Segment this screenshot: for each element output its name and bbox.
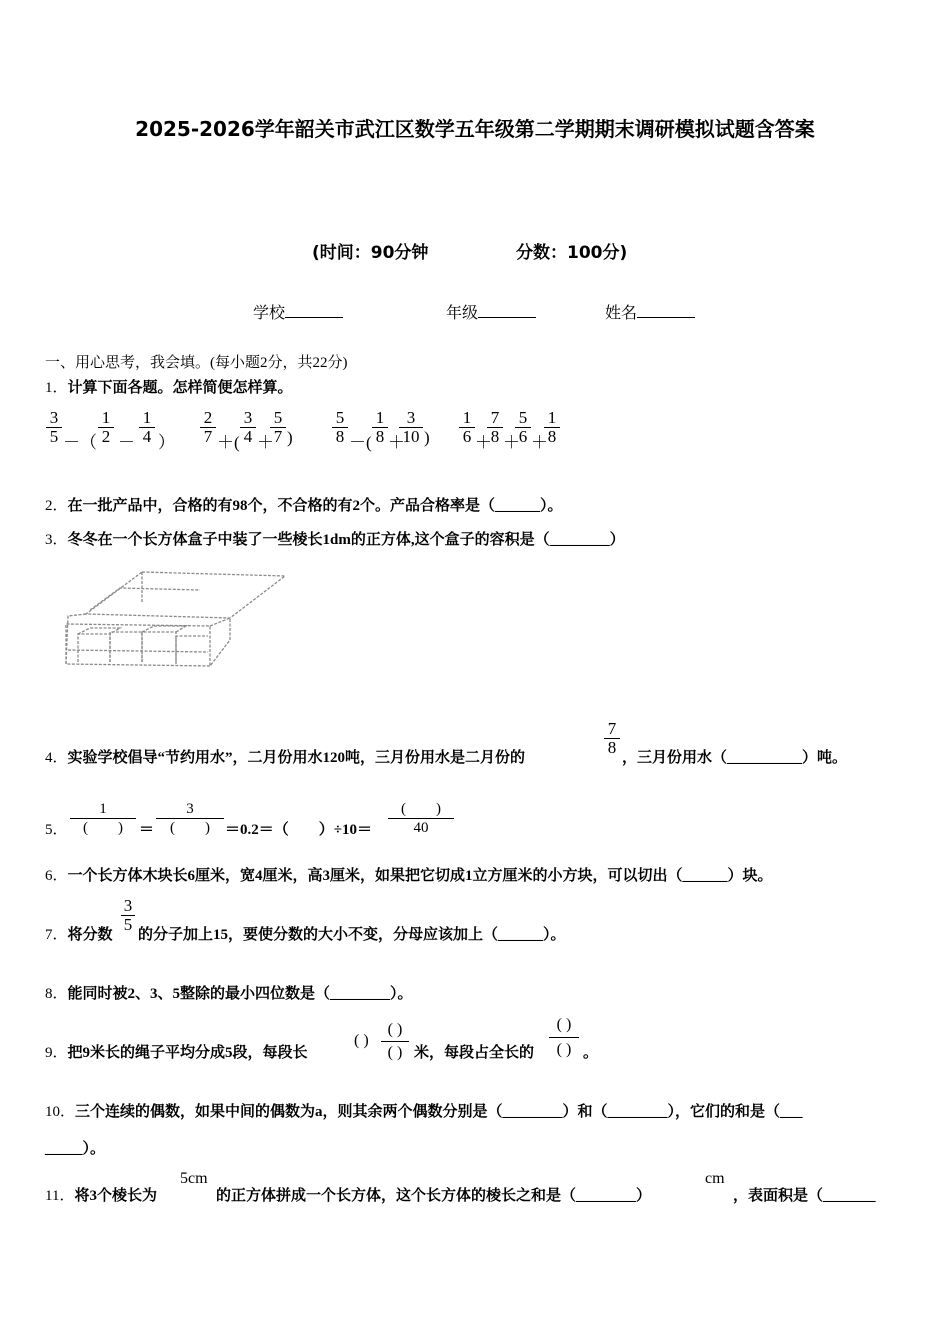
question-7: 7．将分数 (45, 927, 113, 943)
question-11-tail: ，表面积是（_______ (733, 1188, 876, 1204)
name-label: 姓名 (605, 305, 638, 322)
question-4-tail: ，三月份用水（__________）吨。 (622, 750, 848, 766)
question-4: 4．实验学校倡导“节约用水”，二月份用水120吨，三月份用水是二月份的 (45, 750, 526, 766)
question-11-mid: 的正方体拼成一个长方体，这个长方体的棱长之和是（________） (216, 1188, 652, 1204)
question-1: 1．计算下面各题。怎样简便怎样算。 (45, 380, 293, 396)
question-8: 8．能同时被2、3、5整除的最小四位数是（________）。 (45, 986, 413, 1002)
school-label: 学校 (253, 305, 286, 322)
school-field[interactable] (253, 300, 343, 323)
question-11: 11．将3个棱长为 (45, 1188, 157, 1204)
question-3: 3．冬冬在一个长方体盒子中装了一些棱长1dm的正方体,这个盒子的容积是（________） (45, 532, 625, 548)
exam-score: 分数：100分) (516, 243, 628, 263)
question-10: 10．三个连续的偶数，如果中间的偶数为a，则其余两个偶数分别是（________）和（________），它们的和是（___ (45, 1104, 803, 1120)
q9-fraction-1: ( ) ( ) (381, 1019, 409, 1064)
exam-time: (时间：90分钟 (312, 243, 429, 263)
page-title: 2025-2026学年韶关市武江区数学五年级第二学期期末调研模拟试题含答案 (135, 117, 815, 141)
q11-unit-1: 5cm (180, 1170, 208, 1187)
section-heading: 一、用心思考，我会填。(每小题2分，共22分) (45, 355, 348, 371)
question-7-tail: 的分子加上15，要使分数的大小不变，分母应该加上（______）。 (138, 927, 566, 943)
q5-equals: ＝ (139, 822, 155, 838)
box-figure (60, 566, 292, 670)
question-9: 9．把9米长的绳子平均分成5段，每段长 (45, 1045, 308, 1061)
grade-field[interactable] (446, 300, 536, 323)
grade-label: 年级 (446, 305, 479, 322)
question-2: 2．在一批产品中，合格的有98个，不合格的有2个。产品合格率是（______）。 (45, 498, 563, 514)
q5-fraction-3: ( ) 40 (388, 800, 454, 837)
q5-fraction-1: 1 ( ) (70, 800, 136, 837)
q11-unit-2: cm (705, 1170, 725, 1187)
q5-middle: ＝0.2＝（ ）÷10＝ (225, 822, 372, 838)
q9-integer-paren: ( ) (354, 1032, 369, 1049)
question-10-cont: _____）。 (45, 1141, 106, 1157)
q5-fraction-2: 3 ( ) (156, 800, 224, 837)
name-field[interactable] (605, 300, 695, 323)
question-5-number: 5． (45, 822, 68, 838)
q7-fraction: $\frac{3}{5}$ (121, 897, 135, 934)
question-9-mid: 米，每段占全长的 (414, 1045, 535, 1061)
q4-fraction: $\frac{7}{8}$ (604, 720, 620, 757)
question-9-tail: 。 (583, 1045, 599, 1061)
question-6: 6．一个长方体木块长6厘米，宽4厘米，高3厘米，如果把它切成1立方厘米的小方块，可以切出（______）块。 (45, 868, 773, 884)
q9-fraction-2: ( ) ( ) (549, 1013, 579, 1062)
